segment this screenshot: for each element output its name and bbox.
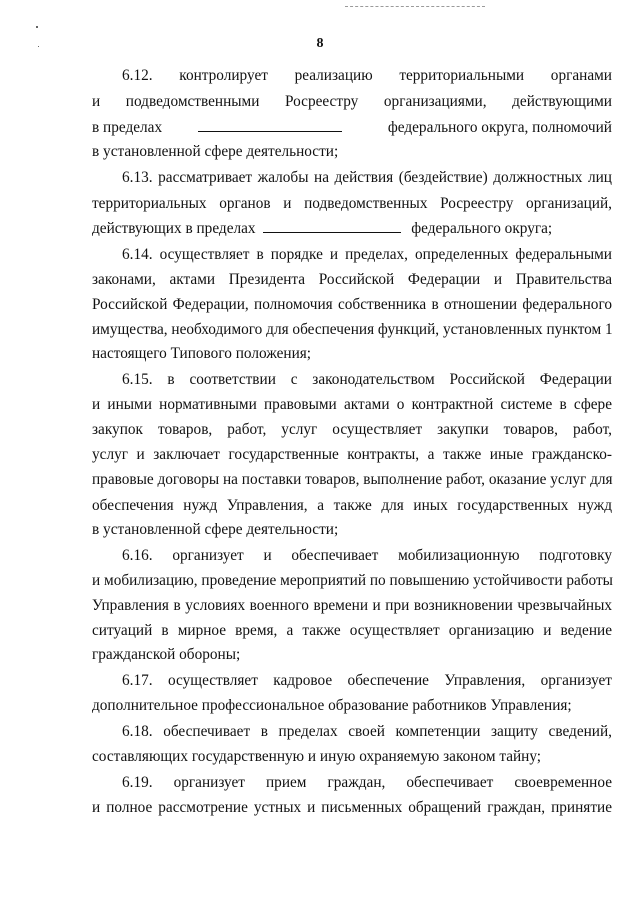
text-line: 6.17. осуществляет кадровое обеспечение Управления, организует	[122, 672, 612, 689]
text-line: составляющих государственную и иную охраняемую законом тайну;	[92, 748, 542, 765]
text-line: 6.15. в соответствии с законодательством Российской Федерации	[122, 371, 612, 388]
text-line: территориальных органов и подведомственных Росреестру организаций,	[92, 195, 612, 212]
text-line: Управления в условиях военного времени и при возникновении чрезвычайных	[92, 597, 612, 614]
text-line: законами, актами Президента Российской Федерации и Правительства	[92, 271, 612, 288]
page-number: 8	[316, 36, 324, 51]
text-line: 6.13. рассматривает жалобы на действия (бездействие) должностных лиц	[122, 169, 612, 186]
text-fragment: в пределах	[92, 119, 163, 136]
text-line: имущества, необходимого для обеспечения функций, установленных пунктом 1	[92, 321, 613, 338]
text-line: и мобилизацию, проведение мероприятий по повышению устойчивости работы	[92, 572, 613, 589]
blank-field	[198, 119, 342, 132]
text-line: обеспечения нужд Управления, а также для иных государственных нужд	[92, 497, 612, 514]
text-line: 6.14. осуществляет в порядке и пределах, определенных федеральными	[122, 246, 612, 263]
text-line: 6.18. обеспечивает в пределах своей компетенции защиту сведений,	[122, 723, 612, 740]
text-line: правовые договоры на поставки товаров, выполнение работ, оказание услуг для	[92, 471, 613, 488]
text-line: закупок товаров, работ, услуг осуществляет закупки товаров, работ,	[92, 421, 612, 438]
text-line-with-blank	[92, 219, 612, 239]
text-line: 6.19. организует прием граждан, обеспечивает своевременное	[122, 774, 612, 791]
text-line: и полное рассмотрение устных и письменных обращений граждан, принятие	[92, 799, 612, 816]
text-line: ситуаций в мирное время, а также осуществляет организацию и ведение	[92, 622, 612, 639]
text-line: в установленной сфере деятельности;	[92, 143, 339, 160]
text-line: и подведомственными Росреестру организациями, действующими	[92, 93, 612, 110]
text-line: услуг и заключает государственные контракты, а также иные гражданско-	[92, 446, 612, 463]
text-line: и иными нормативными правовыми актами о контрактной системе в сфере	[92, 396, 612, 413]
text-line: гражданской обороны;	[92, 646, 241, 663]
text-fragment: федерального округа, полномочий	[387, 119, 612, 136]
text-line: дополнительное профессиональное образование работников Управления;	[92, 697, 572, 714]
text-line: 6.12. контролирует реализацию территориальными органами	[122, 67, 612, 84]
text-line: в установленной сфере деятельности;	[92, 521, 339, 538]
text-fragment: действующих в пределах	[92, 220, 256, 237]
text-line: настоящего Типового положения;	[92, 345, 312, 362]
blank-field	[263, 220, 401, 233]
text-line: 6.16. организует и обеспечивает мобилизационную подготовку	[122, 547, 612, 564]
scan-artifact-line	[345, 6, 485, 7]
text-line: Российской Федерации, полномочия собственника в отношении федерального	[92, 296, 612, 313]
text-line-with-blank	[92, 118, 612, 138]
text-fragment: федерального округа;	[411, 220, 553, 237]
scan-speck	[36, 26, 38, 28]
